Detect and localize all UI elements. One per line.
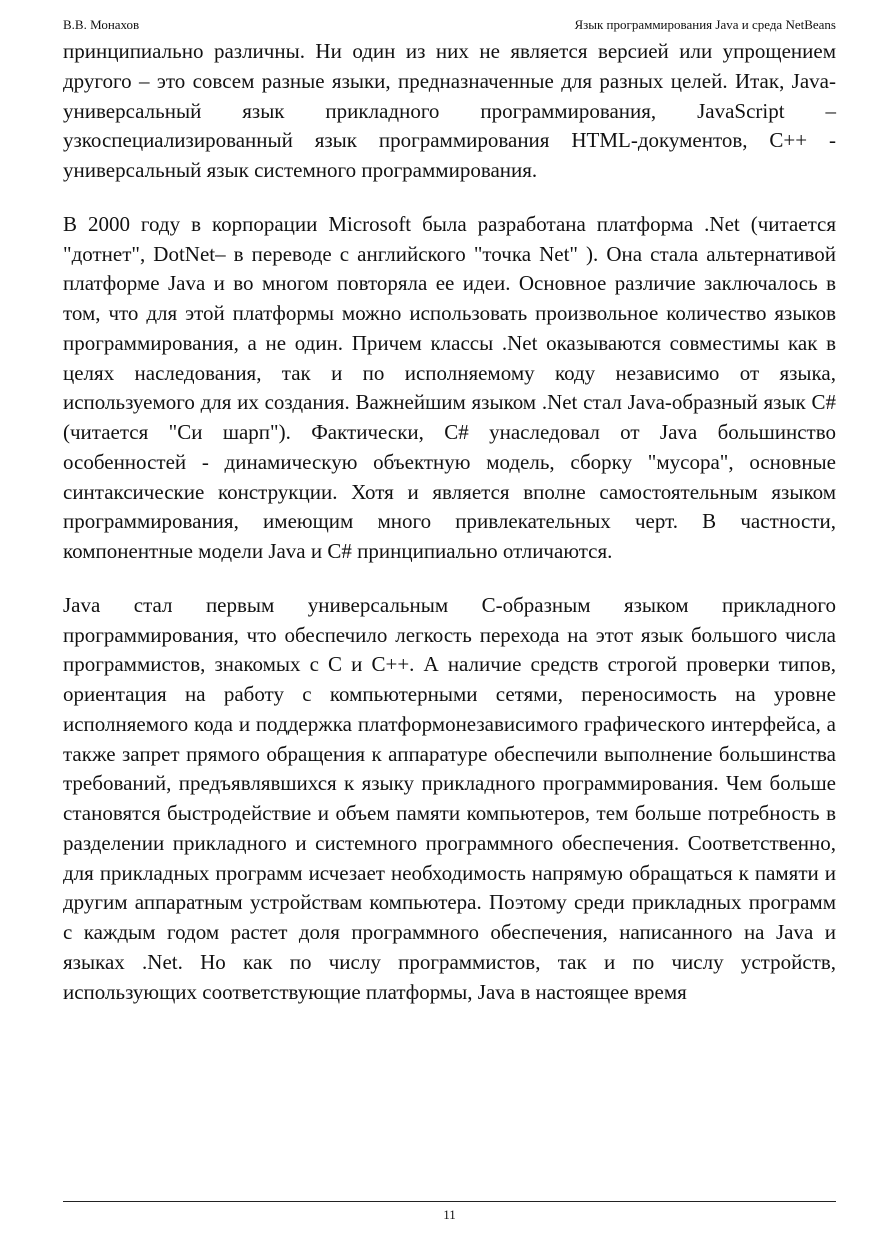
header-book-title: Язык программирования Java и среда NetBeans <box>574 17 836 32</box>
paragraph-1: принципиально различны. Ни один из них не является версией или упрощением другого – это совсем разные языки, предназначенные для разных целей. Итак, Java-универсальный язык прикладного программирования, JavaScript – узкоспециализированный язык программирования HTML-документов, C++ - универсальный язык системного программирования. <box>63 39 836 182</box>
page-header <box>63 16 836 34</box>
header-author: В.В. Монахов <box>63 17 140 32</box>
footer-divider <box>63 1201 836 1202</box>
page-body <box>63 37 836 1007</box>
paragraph-3: Java стал первым универсальным С-образным языком прикладного программирования, что обеспечило легкость перехода на этот язык большого числа программистов, знакомых с C и C++. А наличие средств строгой проверки типов, ориентация на работу с компьютерными сетями, переносимость на уровне исполняемого кода и поддержка платформонезависимого графического интерфейса, а также запрет прямого обращения к аппаратуре обеспечили выполнение большинства требований, предъявлявшихся к языку прикладного программирования. Чем больше становятся быстродействие и объем памяти компьютеров, тем больше потребность в разделении прикладного и системного программного обеспечения. Соответственно, для прикладных программ исчезает необходимость напрямую обращаться к памяти и другим аппаратным устройствам компьютера. Поэтому среди прикладных программ с каждым годом растет доля программного обеспечения, написанного на Java и языках .Net. Но как по числу программистов, так и по числу устройств, использующих соответствующие платформы, Java в настоящее время <box>63 592 836 1004</box>
paragraph-2: В 2000 году в корпорации Microsoft была разработана платформа .Net (читается "дотнет", DotNet– в переводе с английского "точка Net" ). Она стала альтернативой платформе Java и во многом повторяла ее идеи. Основное различие заключалось в том, что для этой платформы можно использовать произвольное количество языков программирования, а не один. Причем классы .Net оказываются совместимы как в целях наследования, так и по исполняемому коду независимо от языка, используемого для их создания. Важнейшим языком .Net стал Java-образный язык C# (читается "Си шарп"). Фактически, C# унаследовал от Java большинство особенностей - динамическую объектную модель, сборку "мусора", основные синтаксические конструкции. Хотя и является вполне самостоятельным языком программирования, имеющим много привлекательных черт. В частности, компонентные модели Java и C# принципиально отличаются. <box>63 211 836 563</box>
page-number: 11 <box>443 1207 456 1222</box>
